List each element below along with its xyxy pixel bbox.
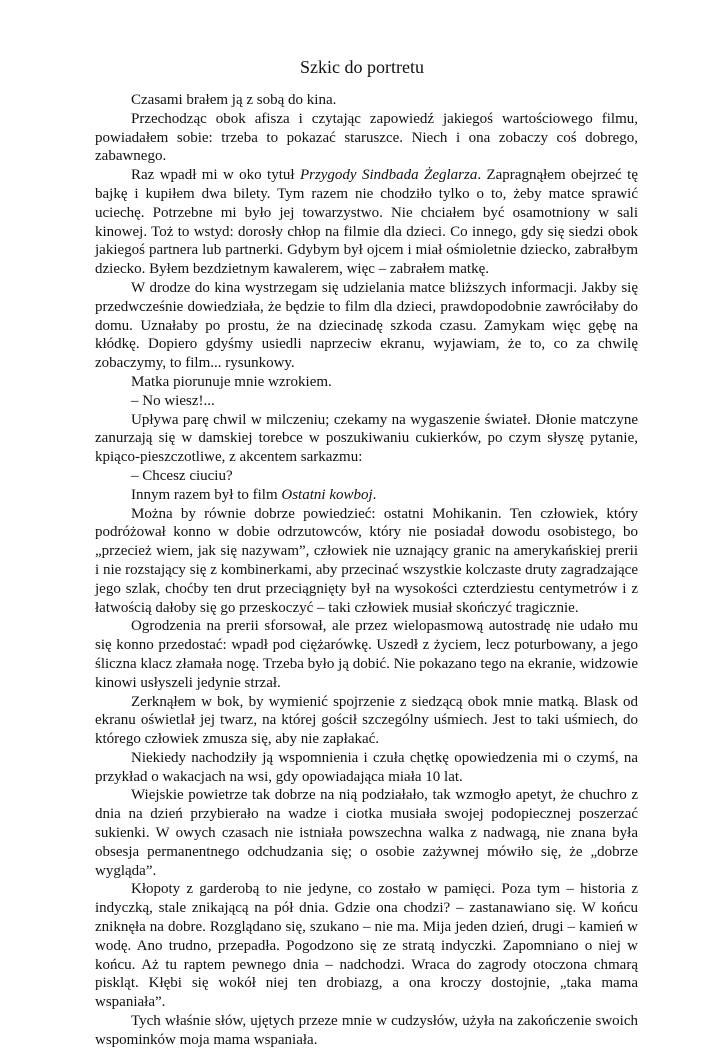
paragraph [95,166,638,279]
body-text [95,91,638,1050]
paragraph-text: Raz wpadł mi w oko tytuł [131,167,300,184]
paragraph: Upływa parę chwil w milczeniu; czekamy na wygaszenie świateł. Dłonie matczyne zanurzają się w damskiej torebce w poszukiwaniu cukierków, po czym słyszę pytanie, kpiąco-pieszczotliwe, z akcentem sarkazmu: [95,411,638,466]
page-title: Szkic do portretu [300,57,424,77]
film-title: Przygody Sindbada Żeglarza [299,167,478,184]
paragraph: Przechodząc obok afisza i czytając zapowiedź jakiegoś wartościowego filmu, powiadałem sobie: trzeba to pokazać staruszce. Niech i ona zobaczy coś dobrego, zabawnego. [95,110,638,165]
paragraph: Kłopoty z garderobą to nie jedyne, co zostało w pamięci. Poza tym – historia z indyczką, stale znikającą na pół dnia. Gdzie ona chodzi? – zastanawiano się. W końcu zniknęła na dobre. Rozglądano się, szukano – nie ma. Mija jeden dzień, drugi – kamień w wodę. Ano trudno, przepadła. Pogodzono się ze stratą indyczki. Zapomniano o niej w końcu. Aż tu raptem pewnego dnia – nadchodzi. Wraca do zagrody otoczona chmarą piskląt. Kłębi się wokół niej ten drobiazg, a ona kroczy dostojnie, „taka mama wspaniała”. [95,881,638,1011]
paragraph: Tych właśnie słów, ujętych przeze mnie w cudzysłów, użyła na zakończenie swoich wspominków moja mama wspaniała. [95,1013,638,1048]
paragraph: W drodze do kina wystrzegam się udzielania matce bliższych informacji. Jakby się przedwcześnie dowiedziała, że będzie to film dla dzieci, prawdopodobnie zawróciłaby do domu. Uznałaby po prostu, że na dziecinadę szkoda czasu. Zamykam więc gębę na kłódkę. Dopiero gdyśmy usiedli naprzeciw ekranu, wyjawiam, że to, co za chwilę zobaczymy, to film... rysunkowy. [95,279,638,372]
paragraph: Zerknąłem w bok, by wymienić spojrzenie z siedzącą obok mnie matką. Blask od ekranu oświetlał jej twarz, na której gościł szczególny uśmiech. Jest to taki uśmiech, do którego człowiek zmusza się, aby nie zapłakać. [95,693,638,748]
paragraph: Matka piorunuje mnie wzrokiem. [131,373,332,390]
paragraph [95,486,638,505]
paragraph-text: . [372,486,377,503]
paragraph-text: Innym razem był to film [131,486,282,503]
paragraph: Czasami brałem ją z sobą do kina. [131,92,337,108]
paragraph: Ogrodzenia na prerii sforsował, ale przez wielopasmową autostradę nie udało mu się konno przedostać: wpadł pod ciężarówkę. Uszedł z życiem, lecz poturbowany, a jego śliczna klacz złamała nogę. Trzeba było ją dobić. Nie pokazano tego na ekranie, widzowie kinowi usłyszeli jedynie strzał. [95,618,638,691]
paragraph: Wiejskie powietrze tak dobrze na nią podziałało, tak wzmogło apetyt, że chuchro z dnia na dzień przybierało na wadze i ciotka musiała swojej podopiecznej poszerzać sukienki. W owych czasach nie istniała powszechna walka z nadwagą, nie znana była obsesja permanentnego odchudzania się; o osobie zażywnej mówiło się, że „dobrze wygląda”. [95,787,638,879]
paragraph: Niekiedy nachodziły ją wspomnienia i czuła chętkę opowiedzenia mi o czymś, na przykład o wakacjach na wsi, gdy opowiadająca miała 10 lat. [95,749,638,785]
film-title: Ostatni kowboj [281,486,373,503]
dialogue-line: – No wiesz!... [131,392,215,409]
paragraph: Można by równie dobrze powiedzieć: ostatni Mohikanin. Ten człowiek, który podróżował konno w dobie odrzutowców, który nie posiadał dowodu osobistego, bo „przecież wiem, jak się nazywam”, człowiek nie uznający granic na amerykańskiej prerii i nie rozstający się z kombinerkami, aby przecinać wszystkie kolczaste druty zagradzające jego szlak, choćby ten drut przeciągnięty był na wysokości czterdziestu centymetrów i z łatwością dałoby się go przeskoczyć – taki człowiek musiał skończyć tragicznie. [95,505,638,616]
paragraph-text: . Zapragnąłem obejrzeć tę bajkę i kupiłem dwa bilety. Tym razem nie chodziło tylko o to, żeby matce sprawić uciechę. Potrzebne mi było jej towarzystwo. Nie chciałem być osamotniony w sali kinowej. Toż to wstyd: dorosły chłop na filmie dla dzieci. Co innego, gdy się siedzi obok jakiegoś partnera lub partnerki. Gdybym był ojcem i miał ośmioletnie dziecko, zabrałbym dziecko. Byłem bezdzietnym kawalerem, więc – zabrałem matkę. [95,167,638,278]
dialogue-line: – Chcesz ciuciu? [131,467,233,484]
